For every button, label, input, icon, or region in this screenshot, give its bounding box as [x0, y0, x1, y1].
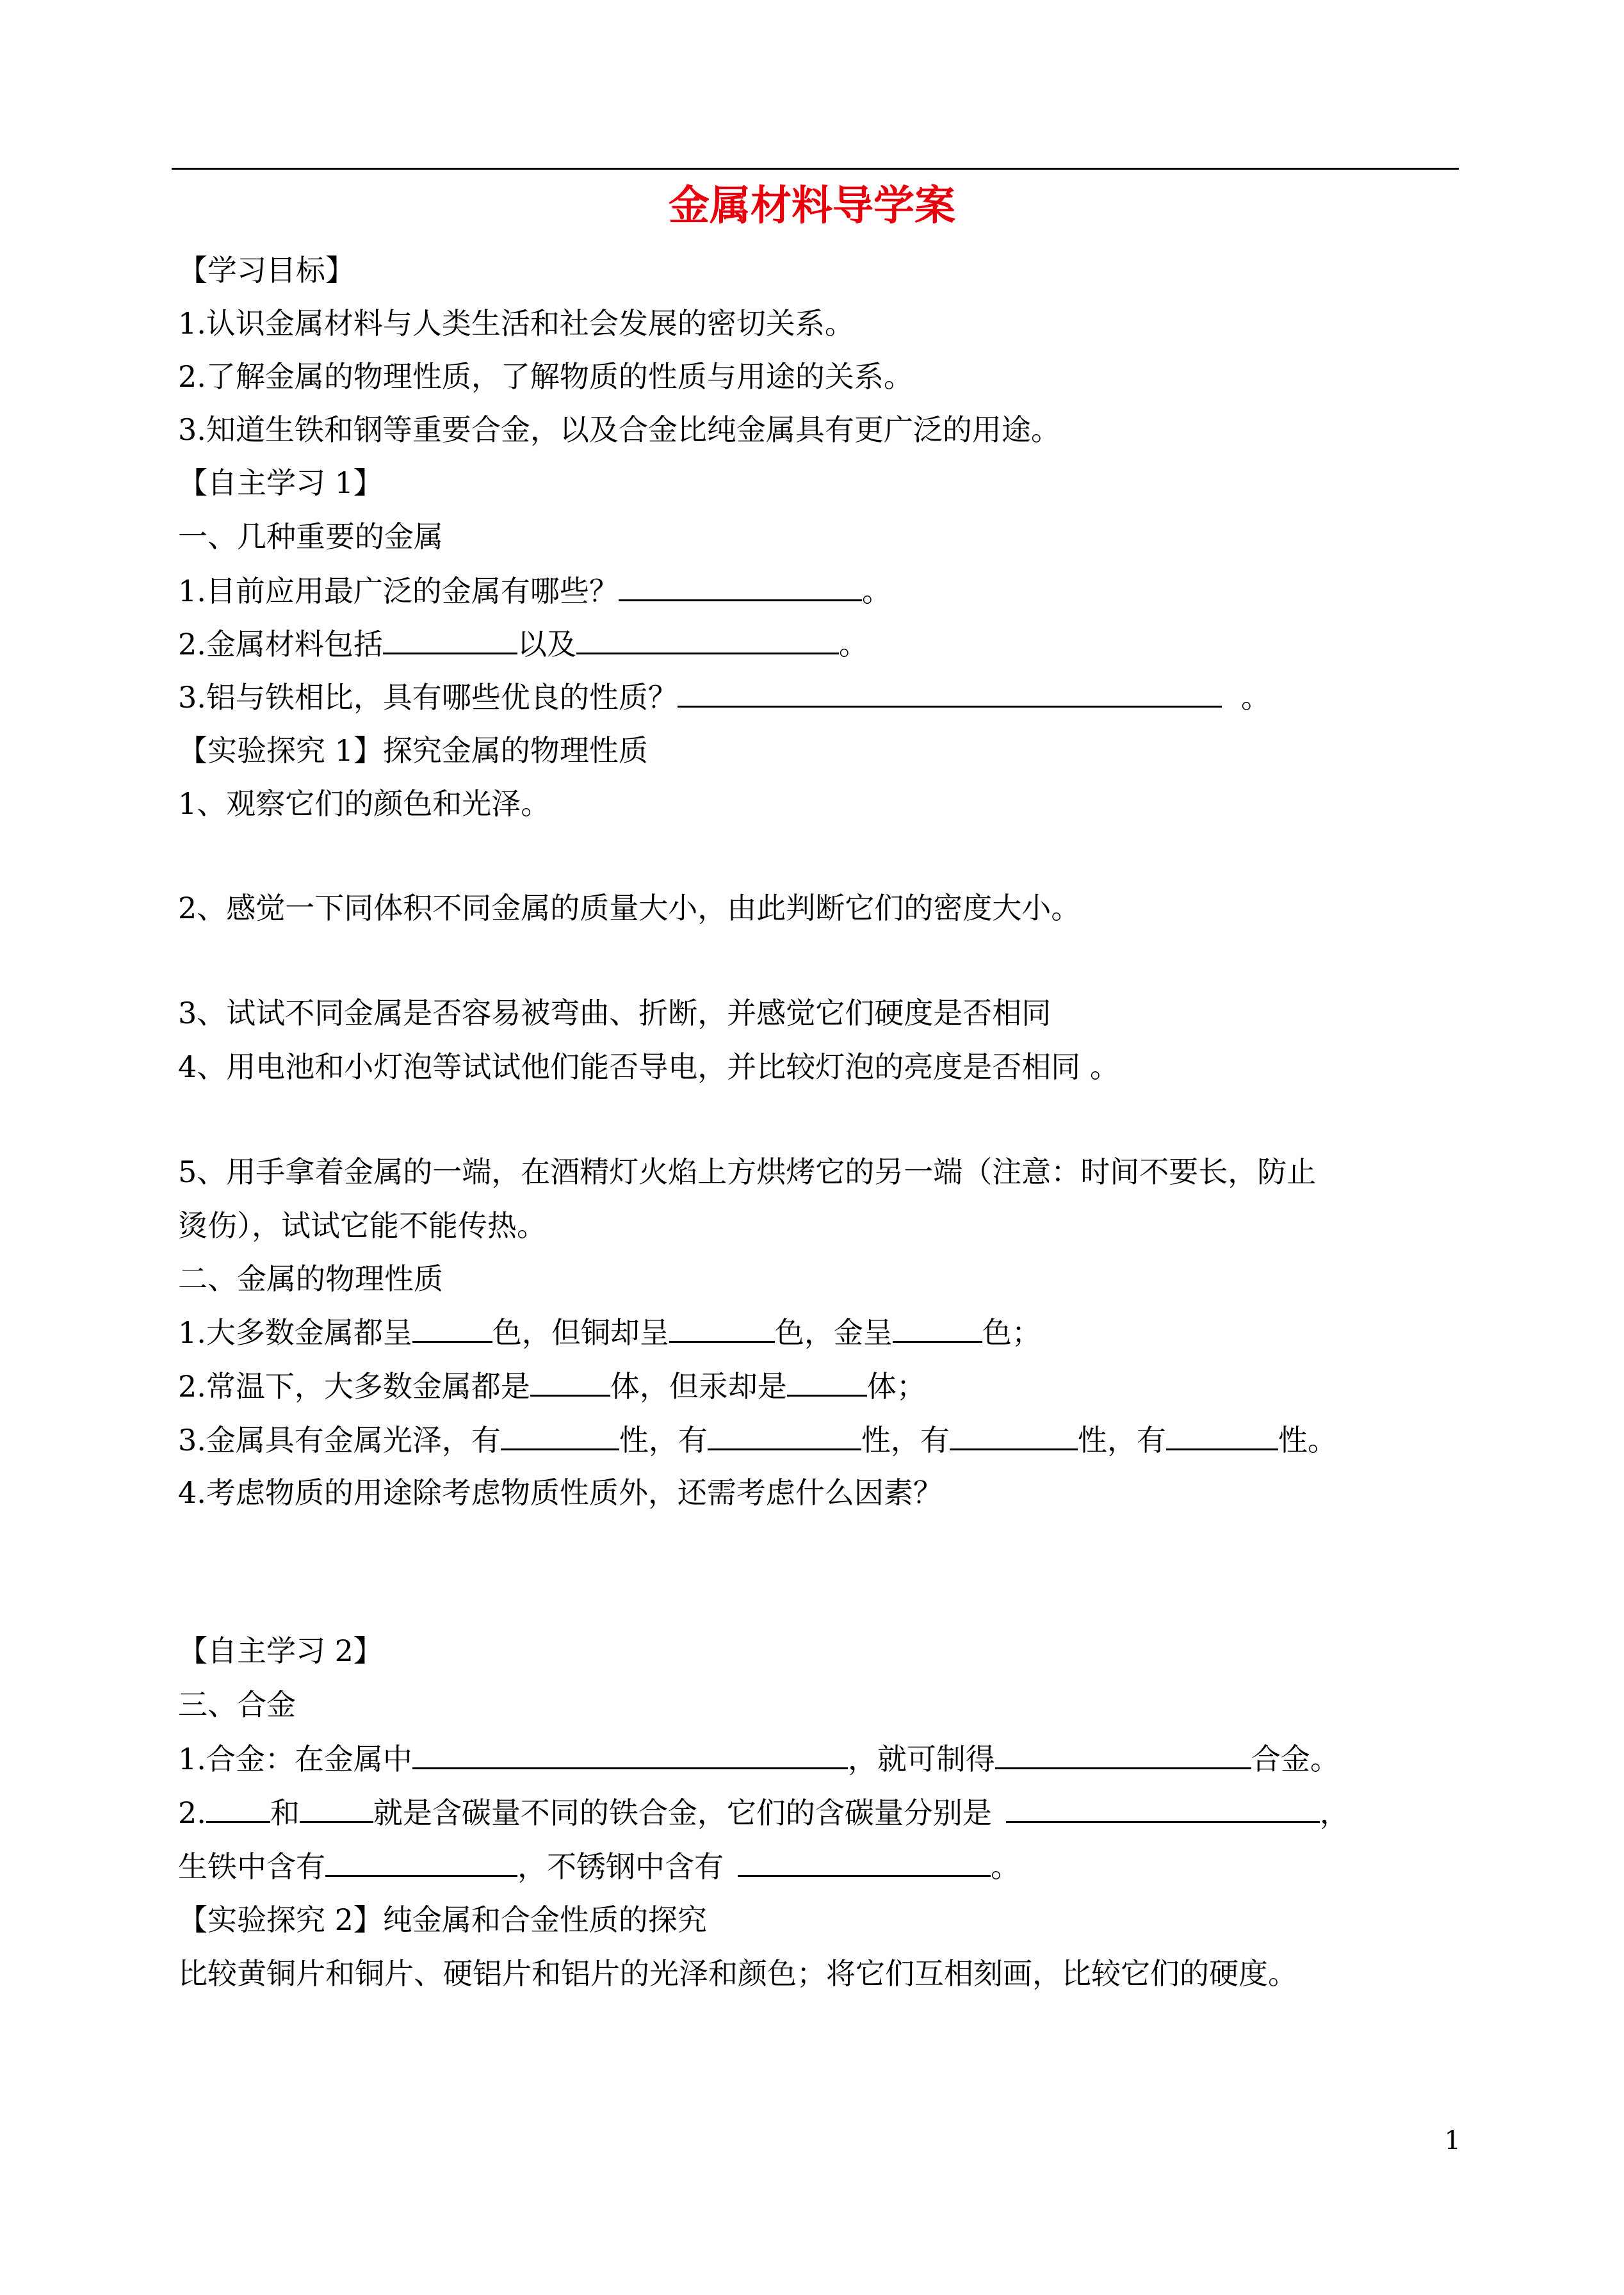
question-text: 性，有 [619, 1423, 708, 1457]
fill-blank[interactable] [678, 677, 1222, 708]
punctuation: 。 [861, 574, 891, 608]
fill-blank[interactable] [501, 1420, 619, 1450]
question-text: 性，有 [861, 1423, 950, 1457]
question-text: 色； [982, 1315, 1041, 1350]
property-question-1 [178, 1313, 1041, 1352]
punctuation: 。 [991, 1849, 1020, 1884]
property-question-2 [178, 1366, 926, 1406]
fill-blank[interactable] [669, 1313, 775, 1343]
question-text: 1.目前应用最广泛的金属有哪些？ [178, 574, 619, 608]
section-heading: 【学习目标】 [178, 253, 355, 288]
fill-blank[interactable] [1166, 1420, 1278, 1450]
fill-blank[interactable] [619, 571, 862, 601]
question-1 [178, 571, 891, 610]
question-text: 以及 [517, 627, 576, 661]
section-heading: 【自主学习 2】 [178, 1634, 383, 1668]
alloy-question-2 [178, 1793, 1349, 1832]
fill-blank[interactable] [995, 1739, 1251, 1769]
question-text: 1.合金：在金属中 [178, 1742, 412, 1776]
subsection-heading: 一、几种重要的金属 [178, 519, 443, 554]
fill-blank[interactable] [576, 624, 839, 654]
fill-blank[interactable] [1006, 1793, 1320, 1823]
property-question-3 [178, 1420, 1337, 1459]
alloy-question-1 [178, 1739, 1340, 1778]
experiment-step-3: 3、试试不同金属是否容易被弯曲、折断，并感觉它们硬度是否相同 [178, 996, 1052, 1030]
page-number: 1 [1444, 2126, 1461, 2155]
question-text: 就是含碳量不同的铁合金，它们的含碳量分别是 [373, 1796, 992, 1830]
fill-blank[interactable] [206, 1793, 270, 1823]
question-text: 性，有 [1077, 1423, 1166, 1457]
objective-2: 2.了解金属的物理性质，了解物质的性质与用途的关系。 [178, 359, 913, 394]
punctuation: 。 [1240, 680, 1271, 715]
question-text: 色，但铜却呈 [492, 1315, 669, 1350]
fill-blank[interactable] [708, 1420, 861, 1450]
section-heading: 【自主学习 1】 [178, 466, 383, 500]
question-text: 2. [178, 1796, 206, 1830]
fill-blank[interactable] [412, 1739, 848, 1769]
question-text: 2.常温下，大多数金属都是 [178, 1369, 530, 1404]
question-text: 体，但汞却是 [610, 1369, 787, 1404]
punctuation: ， [1319, 1796, 1349, 1830]
question-3 [178, 677, 1271, 717]
subsection-heading: 二、金属的物理性质 [178, 1261, 443, 1296]
experiment-step-2: 2、感觉一下同体积不同金属的质量大小，由此判断它们的密度大小。 [178, 891, 1081, 925]
question-text: 合金。 [1251, 1742, 1340, 1776]
page-title: 金属材料导学案 [669, 182, 955, 230]
subsection-heading: 三、合金 [178, 1687, 296, 1722]
experiment-step-1: 1、观察它们的颜色和光泽。 [178, 786, 551, 821]
objective-1: 1.认识金属材料与人类生活和社会发展的密切关系。 [178, 306, 854, 341]
question-text: 2.金属材料包括 [178, 627, 383, 661]
punctuation: 。 [838, 627, 868, 661]
question-text: 色，金呈 [774, 1315, 893, 1350]
question-2 [178, 624, 868, 663]
section-heading: 【实验探究 1】探究金属的物理性质 [178, 733, 648, 768]
question-text: 体； [866, 1369, 926, 1404]
objective-3: 3.知道生铁和钢等重要合金，以及合金比纯金属具有更广泛的用途。 [178, 412, 1060, 447]
question-text: 性。 [1278, 1423, 1337, 1457]
question-text: 1.大多数金属都呈 [178, 1315, 412, 1350]
question-text: 生铁中含有 [178, 1849, 325, 1884]
fill-blank[interactable] [325, 1847, 517, 1877]
experiment-step-5: 5、用手拿着金属的一端，在酒精灯火焰上方烘烤它的另一端（注意：时间不要长，防止 [178, 1155, 1317, 1189]
fill-blank[interactable] [300, 1793, 373, 1823]
experiment-description: 比较黄铜片和铜片、硬铝片和铝片的光泽和颜色；将它们互相刻画，比较它们的硬度。 [178, 1956, 1297, 1991]
fill-blank[interactable] [530, 1366, 610, 1397]
fill-blank[interactable] [950, 1420, 1078, 1450]
header-rule [172, 168, 1459, 170]
experiment-step-5-cont: 烫伤），试试它能不能传热。 [178, 1208, 546, 1243]
fill-blank[interactable] [787, 1366, 867, 1397]
fill-blank[interactable] [412, 1313, 492, 1343]
question-text: 和 [270, 1796, 300, 1830]
fill-blank[interactable] [738, 1847, 991, 1877]
question-text: 3.金属具有金属光泽，有 [178, 1423, 501, 1457]
alloy-question-2-cont [178, 1847, 1020, 1886]
question-text: ，就可制得 [847, 1742, 995, 1776]
question-text: 3.铝与铁相比，具有哪些优良的性质？ [178, 680, 678, 715]
property-question-4: 4.考虑物质的用途除考虑物质性质外，还需考虑什么因素？ [178, 1475, 943, 1510]
question-text: ，不锈钢中含有 [517, 1849, 724, 1884]
experiment-step-4: 4、用电池和小灯泡等试试他们能否导电，并比较灯泡的亮度是否相同 。 [178, 1050, 1119, 1084]
fill-blank[interactable] [893, 1313, 982, 1343]
section-heading: 【实验探究 2】纯金属和合金性质的探究 [178, 1902, 707, 1937]
fill-blank[interactable] [383, 624, 517, 654]
